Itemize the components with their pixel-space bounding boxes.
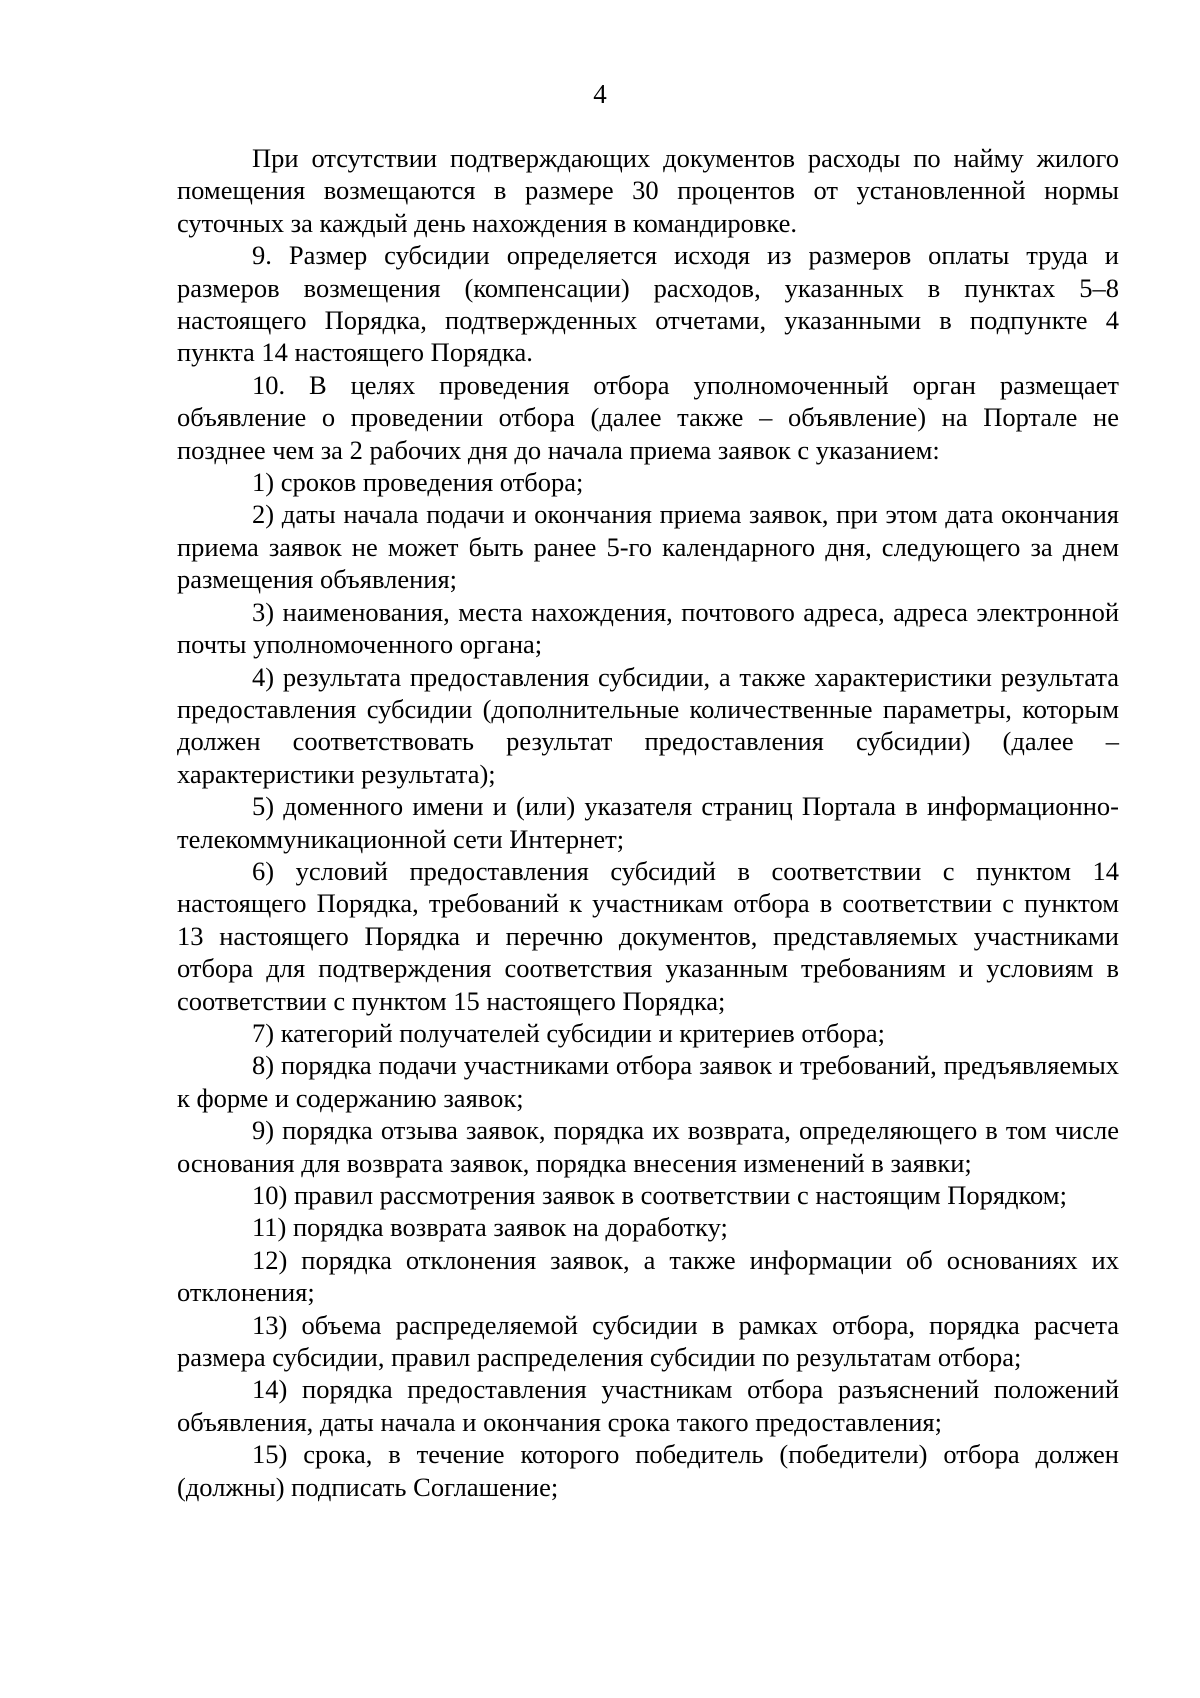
list-item-6: 6) условий предоставления субсидий в соответствии с пунктом 14 настоящего Порядка, требований к участникам отбора в соответствии с пунктом 13 настоящего Порядка и перечню документов, представляемых участниками отбора для подтверждения соответствия указанным требованиям и условиям в соответствии с пунктом 15 настоящего Порядка;: [177, 855, 1119, 1016]
list-item-9: 9) порядка отзыва заявок, порядка их возврата, определяющего в том числе основания для возврата заявок, порядка внесения изменений в заявки;: [177, 1115, 1119, 1178]
list-item-10: 10) правил рассмотрения заявок в соответствии с настоящим Порядком;: [252, 1180, 1067, 1210]
list-item-2: 2) даты начала подачи и окончания приема заявок, при этом дата окончания приема заявок не может быть ранее 5-го календарного дня, следующего за днем размещения объявления;: [177, 499, 1119, 595]
list-item-14: 14) порядка предоставления участникам отбора разъяснений положений объявления, даты начала и окончания срока такого предоставления;: [177, 1374, 1119, 1437]
list-item-11: 11) порядка возврата заявок на доработку;: [252, 1212, 728, 1243]
list-item-5: 5) доменного имени и (или) указателя страниц Портала в информационно-телекоммуникационной сети Интернет;: [177, 791, 1119, 854]
document-body: [177, 142, 1119, 1503]
list-item-4: 4) результата предоставления субсидии, а также характеристики результата предоставления субсидии (дополнительные количественные параметры, которым должен соответствовать результат предоставления субсидии) (далее – характеристики результата);: [177, 661, 1119, 789]
paragraph-10-announcement: 10. В целях проведения отбора уполномоченный орган размещает объявление о проведении отбора (далее также – объявление) на Портале не позднее чем за 2 рабочих дня до начала приема заявок с указанием:: [177, 369, 1119, 465]
list-item-7: 7) категорий получателей субсидии и критериев отбора;: [252, 1017, 885, 1048]
paragraph-lodging-expenses: При отсутствии подтверждающих документов расходы по найму жилого помещения возмещаются в размере 30 процентов от установленной нормы суточных за каждый день нахождения в командировке.: [177, 143, 1119, 238]
page-number: 4: [593, 79, 607, 109]
list-item-1: 1) сроков проведения отбора;: [252, 467, 584, 498]
list-item-3: 3) наименования, места нахождения, почтового адреса, адреса электронной почты уполномоченного органа;: [177, 596, 1119, 660]
list-item-13: 13) объема распределяемой субсидии в рамках отбора, порядка расчета размера субсидии, правил распределения субсидии по результатам отбора;: [177, 1309, 1119, 1373]
list-item-12: 12) порядка отклонения заявок, а также информации об основаниях их отклонения;: [177, 1244, 1119, 1308]
list-item-8: 8) порядка подачи участниками отбора заявок и требований, предъявляемых к форме и содержанию заявок;: [177, 1050, 1119, 1113]
list-item-15: 15) срока, в течение которого победитель (победители) отбора должен (должны) подписать Соглашение;: [177, 1439, 1119, 1502]
paragraph-9-subsidy-amount: 9. Размер субсидии определяется исходя из размеров оплаты труда и размеров возмещения (компенсации) расходов, указанных в пунктах 5–8 настоящего Порядка, подтвержденных отчетами, указанными в подпункте 4 пункта 14 настоящего Порядка.: [177, 240, 1119, 368]
